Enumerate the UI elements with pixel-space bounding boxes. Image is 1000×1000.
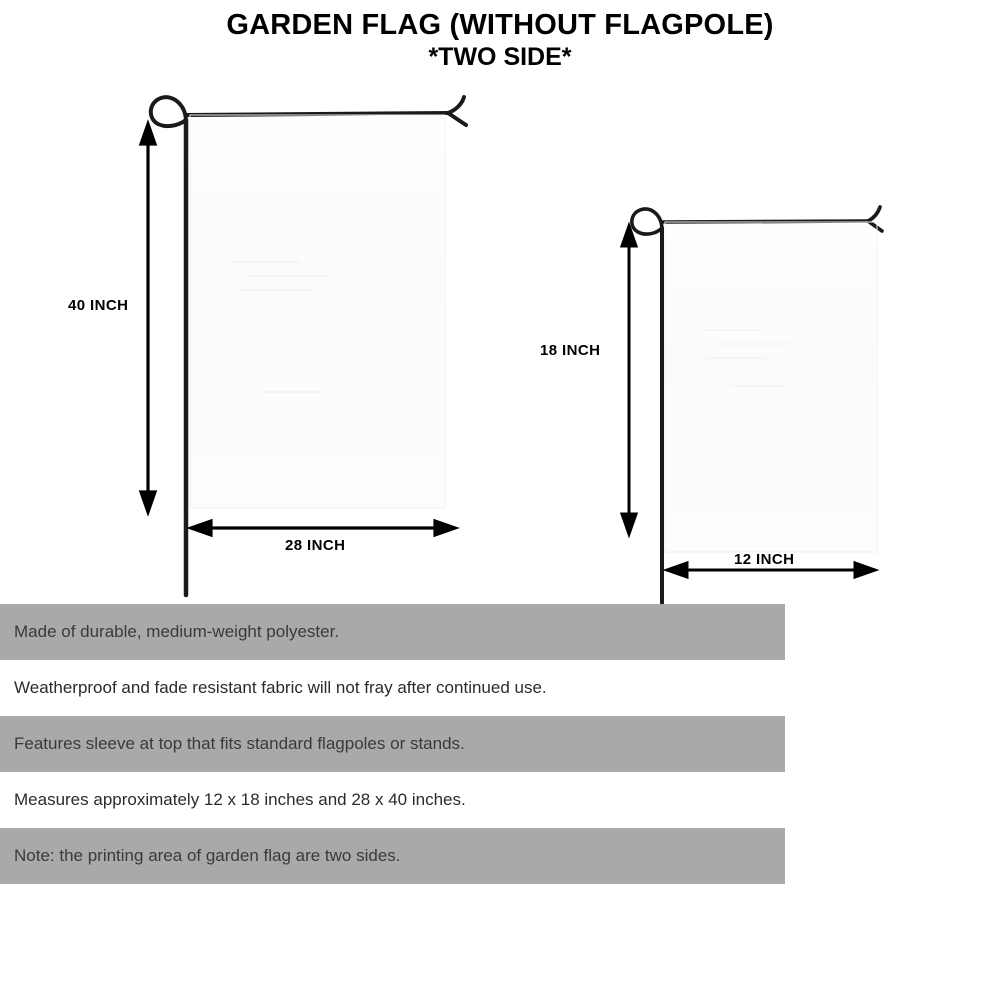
small-flag-height-label: 18 INCH [540, 342, 601, 359]
large-flag-fabric-lines [232, 262, 330, 392]
feature-row [0, 716, 785, 772]
page-title: GARDEN FLAG (WITHOUT FLAGPOLE) [226, 9, 774, 41]
feature-text: Features sleeve at top that fits standard flagpoles or stands. [14, 734, 465, 753]
large-flag-width-arrow [191, 521, 455, 535]
feature-text: Made of durable, medium-weight polyester. [14, 622, 340, 641]
feature-row [0, 604, 785, 660]
large-flag-stand [151, 97, 466, 595]
feature-row [0, 772, 785, 828]
small-flag-width-label: 12 INCH [734, 551, 795, 568]
large-flag-width-label: 28 INCH [285, 537, 346, 554]
large-flag-outline [190, 115, 445, 508]
large-flag-height-label: 40 INCH [68, 297, 129, 314]
feature-list [0, 604, 785, 884]
feature-row [0, 828, 785, 884]
small-flag-fabric-lines [700, 330, 790, 386]
feature-text: Measures approximately 12 x 18 inches and 28 x 40 inches. [14, 790, 466, 809]
page-subtitle: *TWO SIDE* [428, 43, 572, 71]
feature-text: Weatherproof and fade resistant fabric will not fray after continued use. [14, 678, 547, 697]
large-flag-height-arrow [141, 124, 155, 512]
feature-text: Note: the printing area of garden flag are two sides. [14, 846, 401, 865]
feature-row [0, 660, 785, 716]
small-flag-outline [665, 222, 877, 552]
small-flag-height-arrow [622, 226, 636, 534]
